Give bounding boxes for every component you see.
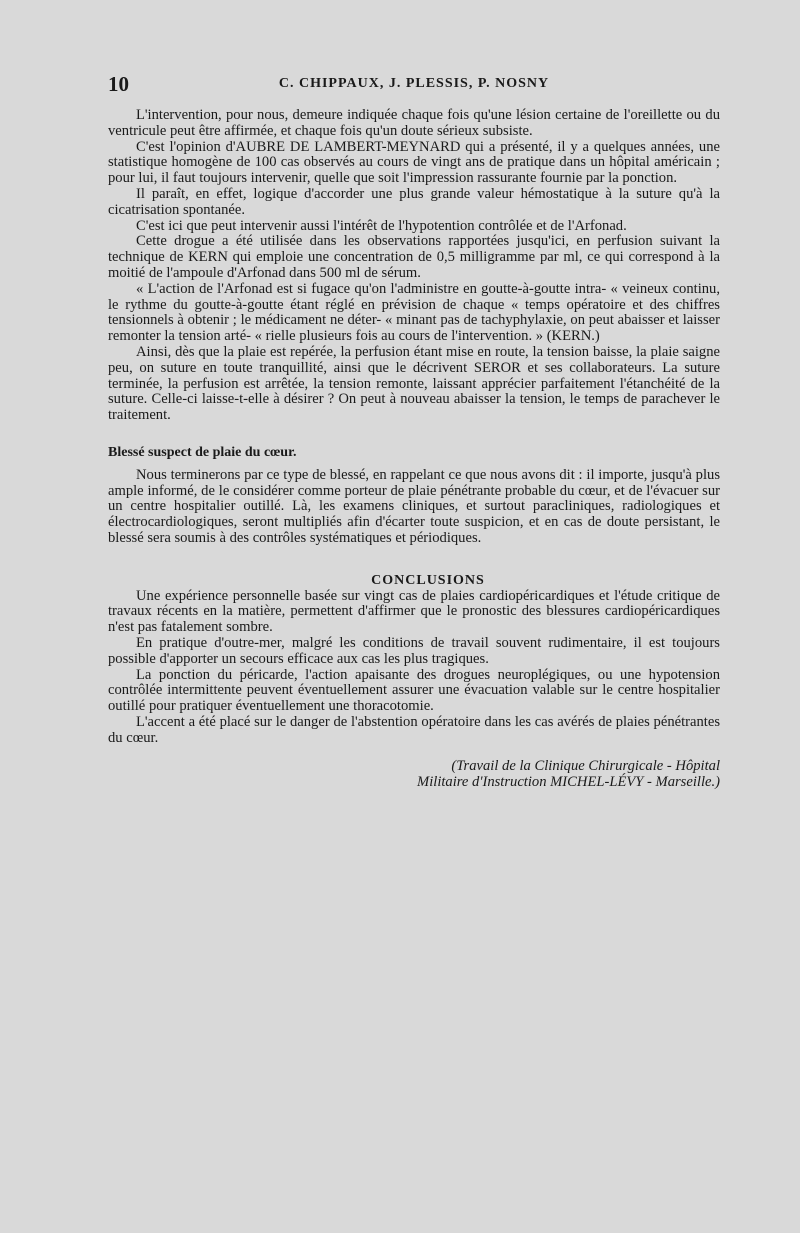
paragraph: C'est ici que peut intervenir aussi l'intérêt de l'hypotention contrôlée et de l'Arfonad. [136,217,627,234]
kern-quote: « L'action de l'Arfonad est si fugace qu'on l'administre en goutte-à-goutte intra- « veineux continu, le rythme du goutte-à-goutte étant réglé en prévision de chaque « temps opératoire et des chiffres tensionnels à obtenir ; le médicament ne déter- « minant pas de tachyphylaxie, on peut abaisser et laisser remonter la tension arté- « rielle plusieurs fois au cours de l'intervention. » (KERN.) [108,280,720,345]
running-head: C. CHIPPAUX, J. PLESSIS, P. NOSNY [278,76,550,91]
paragraph: La ponction du péricarde, l'action apaisante des drogues neuroplégiques, ou une hypotension contrôlée intermittente peuvent éventuellement assurer une évacuation valable sur le centre hospitalier outillé pour pratiquer éventuellement une thoracotomie. [108,666,720,715]
article-body [108,108,720,790]
paragraph: Il paraît, en effet, logique d'accorder une plus grande valeur hémostatique à la suture qu'à la cicatrisation spontanée. [108,185,720,218]
affiliation-signature [108,758,720,790]
page-number: 10 [108,72,129,96]
conclusions-title: CONCLUSIONS [371,572,485,588]
paragraph: Cette drogue a été utilisée dans les observations rapportées jusqu'ici, en perfusion suivant la technique de KERN qui emploie une concentration de 0,5 milligramme par ml, ce qui correspond à la moitié de l'ampoule d'Arfonad dans 500 ml de sérum. [108,233,720,281]
paragraph: Ainsi, dès que la plaie est repérée, la perfusion étant mise en route, la tension baisse, la plaie saigne peu, on suture en toute tranquillité, ainsi que le décrivent SEROR et ses collaborateurs. La suture terminée, la perfusion est arrêtée, la tension remonte, laissant apprécier parfaitement l'étanchéité de la suture. Celle-ci laisse-t-elle à désirer ? On peut à nouveau abaisser la tension, le temps de parachever le traitement. [108,343,720,424]
paragraph: L'accent a été placé sur le danger de l'abstention opératoire dans les cas avérés de plaies pénétrantes du cœur. [108,713,720,746]
signature-line: (Travail de la Clinique Chirurgicale - Hôpital [451,758,720,775]
paragraph: Une expérience personnelle basée sur vingt cas de plaies cardiopéricardiques et l'étude critique de travaux récents en la matière, permettent d'affirmer que le pronostic des blessures cardiopéricardiques n'est pas fatalement sombre. [108,587,720,636]
signature-line: Militaire d'Instruction MICHEL-LÉVY - Marseille.) [417,774,720,791]
page-header [108,74,720,96]
paragraph: C'est l'opinion d'AUBRE DE LAMBERT-MEYNARD qui a présenté, il y a quelques années, une statistique homogène de 100 cas observés au cours de vingt ans de pratique dans un hôpital américain ; pour lui, il faut toujours intervenir, quelle que soit l'impression rassurante fournie par la ponction. [108,138,720,187]
section-heading: Blessé suspect de plaie du cœur. [108,444,297,460]
paragraph: Nous terminerons par ce type de blessé, en rappelant ce que nous avons dit : il importe, jusqu'à plus ample informé, de le considérer comme porteur de plaie pénétrante probable du cœur, et de l'évacuer sur un centre hospitalier outillé. Là, les examens cliniques, et surtout paracliniques, radiologiques et électrocardiologiques, seront multipliés afin d'écarter toute suspicion, et en cas de doute persistant, le blessé sera soumis à des contrôles systématiques et périodiques. [108,466,720,546]
paragraph: L'intervention, pour nous, demeure indiquée chaque fois qu'une lésion certaine de l'oreillette ou du ventricule peut être affirmée, et chaque fois qu'un doute sérieux subsiste. [108,107,720,139]
paragraph: En pratique d'outre-mer, malgré les conditions de travail souvent rudimentaire, il est toujours possible d'apporter un secours efficace aux cas les plus tragiques. [108,634,720,667]
